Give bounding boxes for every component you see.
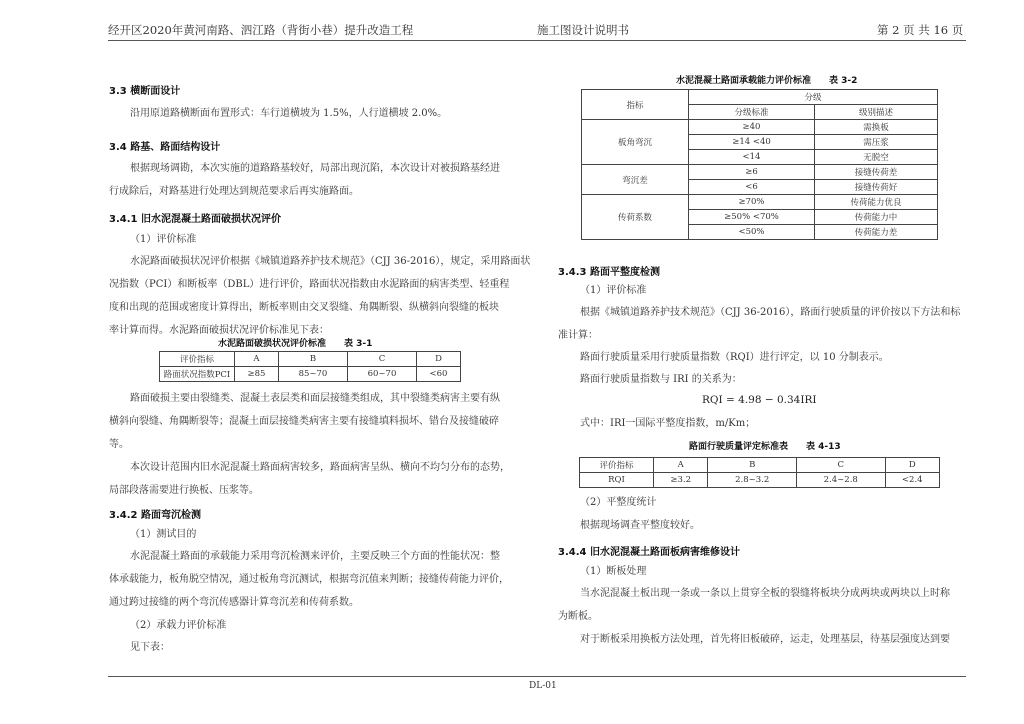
paragraph-line: 率计算而得。水泥路面破损状况评价标准见下表： — [109, 325, 329, 336]
table-header-cell: 分级 — [689, 90, 938, 105]
table-cell: <2.4 — [885, 473, 940, 488]
paragraph-line: 通过跨过接缝的两个弯沉传感器计算弯沉差和传荷系数。 — [109, 597, 359, 608]
table-3-1-caption: 水泥路面破损状况评价标准 表 3-1 — [218, 339, 373, 349]
table-cell: 无脱空 — [815, 150, 938, 165]
header-divider — [108, 40, 966, 41]
table-header-cell: 分级标准 — [689, 105, 815, 120]
table-cell: <14 — [689, 150, 815, 165]
header-doc-title: 施工图设计说明书 — [537, 23, 629, 37]
table-group-cell: 板角弯沉 — [582, 120, 689, 165]
rqi-formula: RQI = 4.98 − 0.34IRI — [702, 394, 817, 406]
paragraph-line: 局部段落需要进行换板、压浆等。 — [109, 485, 259, 496]
section-3-4-2-title: 3.4.2 路面弯沉检测 — [109, 510, 201, 521]
paragraph-line: 况指数（PCI）和断板率（DBL）进行评价，路面状况指数由水泥路面的病害类型、轻重程 — [109, 279, 510, 290]
subheading: （2）承载力评价标准 — [130, 620, 227, 631]
table-cell: 2.8~3.2 — [708, 473, 797, 488]
table-group-cell: 弯沉差 — [582, 165, 689, 195]
table-row — [160, 367, 461, 382]
table-cell: ≥6 — [689, 165, 815, 180]
table-header-cell: B — [708, 458, 797, 473]
table-cell: 传荷能力差 — [815, 225, 938, 240]
table-header-cell: A — [654, 458, 708, 473]
table-header-cell: D — [417, 352, 461, 367]
table-row — [582, 195, 938, 210]
table-header-row — [160, 352, 461, 367]
table-header-row — [580, 458, 940, 473]
paragraph-line: 水泥混凝土路面的承载能力采用弯沉检测来评价，主要反映三个方面的性能状况：整 — [130, 551, 500, 562]
footer-drawing-code: DL-01 — [529, 681, 557, 691]
section-3-4-3-title: 3.4.3 路面平整度检测 — [558, 267, 660, 278]
table-cell: ≥85 — [235, 367, 279, 382]
table-cell: ≥50% <70% — [689, 210, 815, 225]
table-cell: 传荷能力中 — [815, 210, 938, 225]
paragraph-line: 根据现场调勘，本次实施的道路路基较好，局部出现沉陷，本次设计对被损路基经进 — [130, 163, 500, 174]
table-cell: <6 — [689, 180, 815, 195]
table-3-2-caption: 水泥混凝土路面承载能力评价标准 表 3-2 — [676, 76, 858, 86]
table-header-cell: C — [347, 352, 416, 367]
table-header-cell: D — [885, 458, 940, 473]
table-cell: ≥40 — [689, 120, 815, 135]
table-header-cell: 评价指标 — [580, 458, 654, 473]
paragraph-line: 对于断板采用换板方法处理，首先将旧板破碎，运走，处理基层，待基层强度达到要 — [580, 634, 950, 645]
paragraph-line: 式中：IRI一国际平整度指数，m/Km； — [580, 418, 756, 429]
paragraph-line: 行成除后，对路基进行处理达到规范要求后再实施路面。 — [109, 186, 359, 197]
table-header-row — [582, 90, 938, 105]
table-4-13-caption: 路面行驶质量评定标准表 表 4-13 — [689, 442, 841, 452]
table-header-cell: 评价指标 — [160, 352, 235, 367]
paragraph-line: 本次设计范围内旧水泥混凝土路面病害较多，路面病害呈纵、横向不均匀分布的态势， — [130, 462, 510, 473]
table-header-cell: C — [796, 458, 885, 473]
table-header-cell: 级别描述 — [815, 105, 938, 120]
table-cell: RQI — [580, 473, 654, 488]
table-3-1 — [159, 351, 461, 382]
table-cell: <50% — [689, 225, 815, 240]
table-header-cell: B — [278, 352, 347, 367]
paragraph-line: 当水泥混凝土板出现一条或一条以上贯穿全板的裂缝将板块分成两块或两块以上时称 — [580, 588, 950, 599]
footer-divider — [108, 676, 966, 677]
table-cell: 接缝传荷差 — [815, 165, 938, 180]
paragraph-line: 根据现场调查平整度较好。 — [580, 520, 700, 531]
section-3-3-text: 沿用原道路横断面布置形式：车行道横坡为 1.5%，人行道横坡 2.0%。 — [130, 108, 448, 119]
table-cell: 接缝传荷好 — [815, 180, 938, 195]
paragraph-line: 水泥路面破损状况评价根据《城镇道路养护技术规范》（CJJ 36-2016），规定，采用路面状 — [130, 256, 531, 267]
table-group-cell: 传荷系数 — [582, 195, 689, 240]
table-4-13 — [579, 457, 940, 488]
subheading: （1）评价标准 — [130, 234, 197, 245]
table-cell: 60~70 — [347, 367, 416, 382]
paragraph-line: 准计算： — [558, 330, 598, 341]
table-cell: <60 — [417, 367, 461, 382]
paragraph-line: 等。 — [109, 439, 129, 450]
table-cell: ≥70% — [689, 195, 815, 210]
table-row — [582, 120, 938, 135]
paragraph-line: 见下表： — [130, 642, 170, 653]
table-cell: 85~70 — [278, 367, 347, 382]
table-header-cell: A — [235, 352, 279, 367]
subheading: （1）评价标准 — [580, 285, 647, 296]
table-cell: ≥3.2 — [654, 473, 708, 488]
paragraph-line: 横斜向裂缝、角隅断裂等；混凝土面层接缝类病害主要有接缝填料损坏、错台及接缝破碎 — [109, 416, 499, 427]
section-3-4-4-title: 3.4.4 旧水泥混凝土路面板病害维修设计 — [558, 547, 740, 558]
header-page-number: 第 2 页 共 16 页 — [877, 23, 964, 37]
table-cell: ≥14 <40 — [689, 135, 815, 150]
section-3-4-title: 3.4 路基、路面结构设计 — [109, 142, 221, 153]
table-header-cell: 指标 — [582, 90, 689, 120]
table-cell: 需换板 — [815, 120, 938, 135]
table-row — [580, 473, 940, 488]
table-row — [582, 165, 938, 180]
section-3-4-1-title: 3.4.1 旧水泥混凝土路面破损状况评价 — [109, 214, 281, 225]
table-3-2 — [581, 89, 938, 240]
paragraph-line: 路面破损主要由裂缝类、混凝土表层类和面层接缝类组成，其中裂缝类病害主要有纵 — [130, 393, 500, 404]
paragraph-line: 为断板。 — [558, 611, 598, 622]
paragraph-line: 体承载能力，板角脱空情况，通过板角弯沉测试，根据弯沉值来判断；接缝传荷能力评价， — [109, 574, 509, 585]
table-cell: 传荷能力优良 — [815, 195, 938, 210]
paragraph-line: 根据《城镇道路养护技术规范》（CJJ 36-2016），路面行驶质量的评价按以下方法和标 — [580, 307, 961, 318]
table-cell: 需压浆 — [815, 135, 938, 150]
table-cell: 路面状况指数PCI — [160, 367, 235, 382]
table-cell: 2.4~2.8 — [796, 473, 885, 488]
subheading: （2）平整度统计 — [580, 497, 657, 508]
section-3-3-title: 3.3 横断面设计 — [109, 86, 181, 97]
paragraph-line: 路面行驶质量指数与 IRI 的关系为： — [580, 374, 742, 385]
subheading: （1）测试目的 — [130, 529, 197, 540]
paragraph-line: 路面行驶质量采用行驶质量指数（RQI）进行评定，以 10 分制表示。 — [580, 352, 889, 363]
header-project: 经开区2020年黄河南路、泗江路（背街小巷）提升改造工程 — [108, 23, 414, 37]
subheading: （1）断板处理 — [580, 566, 647, 577]
paragraph-line: 度和出现的范围或密度计算得出，断板率则由交叉裂缝、角隅断裂、纵横斜向裂缝的板块 — [109, 302, 499, 313]
